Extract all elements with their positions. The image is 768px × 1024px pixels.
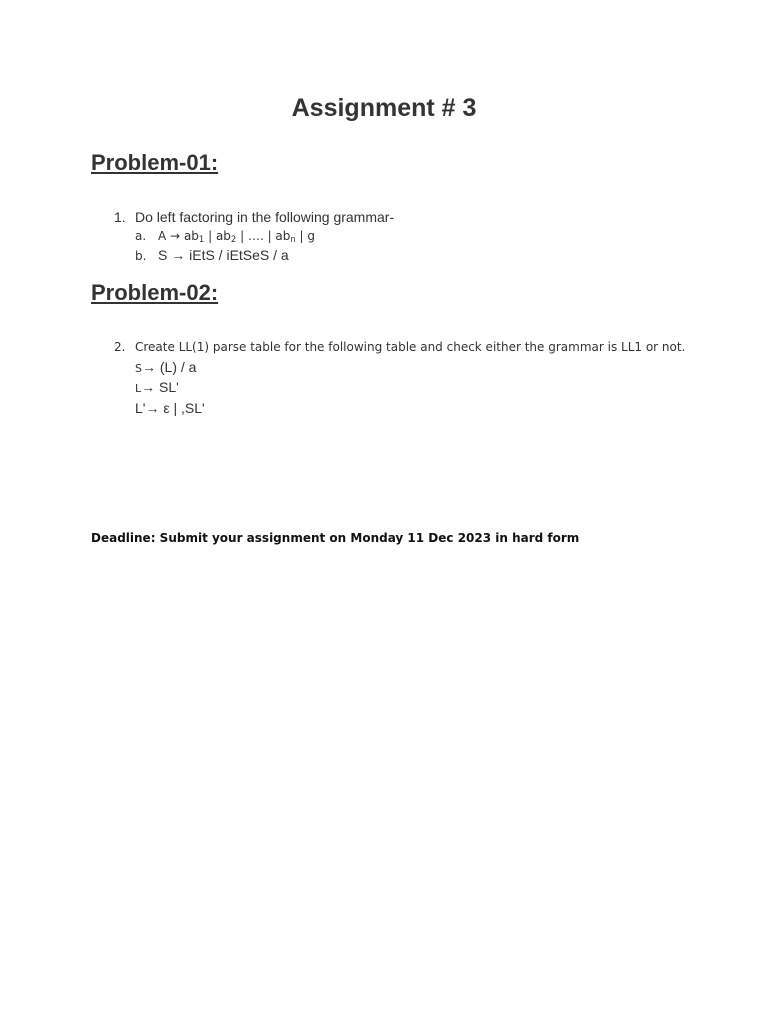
arrow-symbol: →	[141, 379, 156, 395]
production-line	[135, 379, 179, 395]
production-b: S → iEtS / iEtSeS / a	[158, 247, 289, 263]
subscript: 1	[198, 234, 205, 245]
problem-02-item	[114, 340, 686, 354]
sub-item-b	[135, 247, 289, 263]
production-line	[135, 359, 196, 375]
production-lhs: L'	[135, 400, 146, 416]
production-rhs: (L) / a	[155, 359, 197, 375]
list-number: 1.	[114, 209, 126, 225]
sub-item-marker: a.	[135, 229, 147, 243]
rhs-part: | ab	[204, 229, 231, 243]
production-line	[135, 400, 205, 416]
subscript: 2	[230, 234, 237, 245]
arrow-symbol: →	[145, 400, 160, 416]
production-lhs: S	[135, 362, 142, 375]
production-lhs: A	[158, 229, 167, 243]
rhs-part: ab	[183, 229, 199, 243]
production-lhs: L	[135, 382, 142, 395]
production-rhs: ε | ,SL'	[159, 400, 205, 416]
list-number: 2.	[114, 340, 126, 354]
production-rhs: SL'	[155, 379, 179, 395]
problem-01-heading: Problem-01:	[91, 150, 219, 175]
rhs-part: | g	[295, 229, 316, 243]
list-item-text: Create LL(1) parse table for the following table and check either the grammar is LL1 or not.	[135, 340, 686, 354]
arrow-symbol: →	[170, 229, 181, 243]
rhs-part: | …. | ab	[236, 229, 291, 243]
subscript: n	[290, 234, 296, 245]
problem-02-heading: Problem-02:	[91, 280, 219, 305]
production-a	[158, 229, 315, 243]
sub-item-marker: b.	[135, 249, 147, 263]
sub-item-a	[135, 229, 316, 245]
deadline-note: Deadline: Submit your assignment on Monday 11 Dec 2023 in hard form	[91, 531, 580, 545]
arrow-symbol: →	[141, 359, 156, 375]
problem-01-item	[114, 209, 395, 225]
page-title: Assignment # 3	[291, 94, 477, 122]
list-item-text: Do left factoring in the following grammar-	[135, 209, 395, 225]
